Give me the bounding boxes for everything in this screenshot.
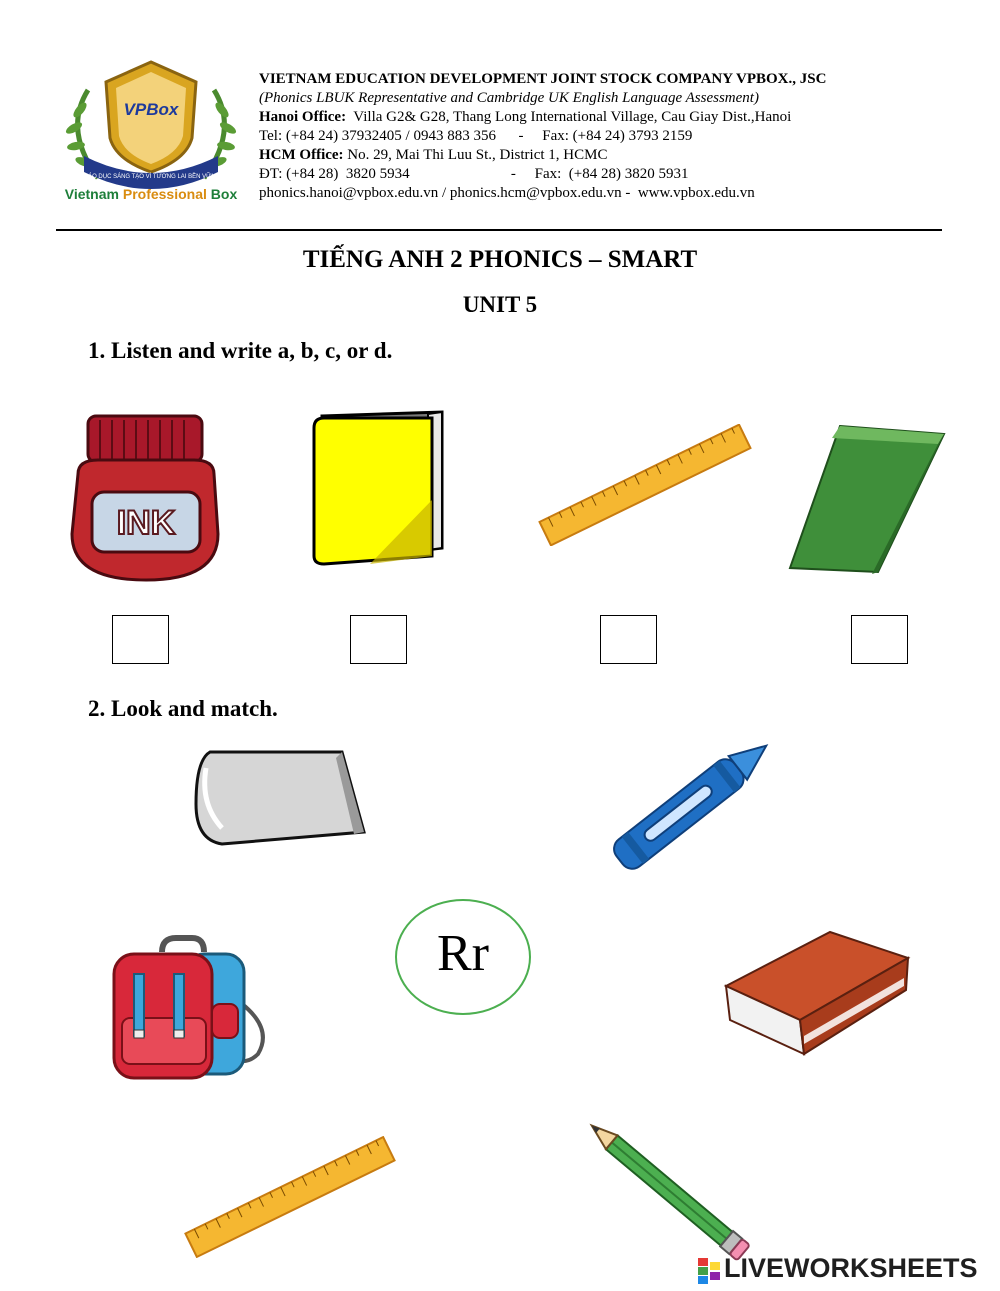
contact-line: phonics.hanoi@vpbox.edu.vn / phonics.hcm@vpbox.edu.vn - www.vpbox.edu.vn [259,185,755,201]
ruler-icon [532,424,758,546]
center-letter: Rr [437,925,489,982]
green-eraser-image [788,422,948,578]
answer-box-eraser[interactable] [851,615,908,664]
ink-bottle-image [68,414,224,582]
logo-arc-text: GIÁO DỤC SÁNG TẠO VÌ TƯƠNG LAI BỀN VỮNG [81,174,221,180]
hanoi-label: Hanoi Office: [259,109,347,125]
pencil-icon [572,1112,762,1268]
answer-box-ruler[interactable] [600,615,657,664]
hcm-address: No. 29, Mai Thi Luu St., District 1, HCMC [343,147,608,163]
orange-book-image[interactable] [720,928,912,1058]
green-pencil-image[interactable] [572,1112,762,1268]
blue-crayon-image[interactable] [590,724,790,884]
page-title: TIẾNG ANH 2 PHONICS – SMART [302,246,698,273]
yellow-book-image [310,410,446,568]
green-eraser-icon [788,422,948,578]
header-divider [56,229,942,231]
answer-box-book[interactable] [350,615,407,664]
ruler-icon [178,1136,402,1258]
backpack-icon [108,934,274,1084]
hanoi-phone-line: Tel: (+84 24) 37932405 / 0943 883 356 - Fax: (+84 24) 3793 2159 [259,128,693,144]
hanoi-address: Villa G2& G28, Thang Long International Village, Cau Giay Dist.,Hanoi [346,109,792,125]
white-eraser-icon [192,748,370,848]
logo-caption-part2: Professional [122,186,207,202]
yellow-book-icon [310,410,446,568]
company-info [259,70,826,203]
ruler-image-2[interactable] [178,1136,402,1258]
liveworksheets-text: LIVEWORKSHEETS [724,1253,978,1283]
white-eraser-image[interactable] [192,748,370,848]
liveworksheets-logo [698,1253,994,1286]
hanoi-office-line [259,108,826,127]
representative-line: (Phonics LBUK Representative and Cambridge UK English Language Assessment) [259,90,759,106]
ruler-image-1 [532,424,758,546]
hcm-office-line [259,146,826,165]
logo-caption-part3: Box [206,186,238,202]
hcm-label: HCM Office: [259,147,344,163]
answer-box-ink[interactable] [112,615,169,664]
logo-brand: VPBox [123,100,179,119]
ink-label: INK [116,504,176,542]
liveworksheets-icon [698,1258,722,1284]
logo-caption-part1: Vietnam [64,186,123,202]
ink-bottle-icon [68,414,224,582]
company-name: VIETNAM EDUCATION DEVELOPMENT JOINT STOCK COMPANY VPBOX., JSC [259,71,827,87]
crayon-icon [590,724,790,884]
exercise1-instruction: 1. Listen and write a, b, c, or d. [88,338,393,363]
logo-caption [58,186,244,202]
backpack-image[interactable] [108,934,274,1084]
unit-title: UNIT 5 [462,292,538,317]
orange-book-icon [720,928,912,1058]
exercise2-instruction: 2. Look and match. [88,696,278,721]
company-logo [58,60,244,210]
hcm-phone-line: ĐT: (+84 28) 3820 5934 - Fax: (+84 28) 3820 5931 [259,166,689,182]
